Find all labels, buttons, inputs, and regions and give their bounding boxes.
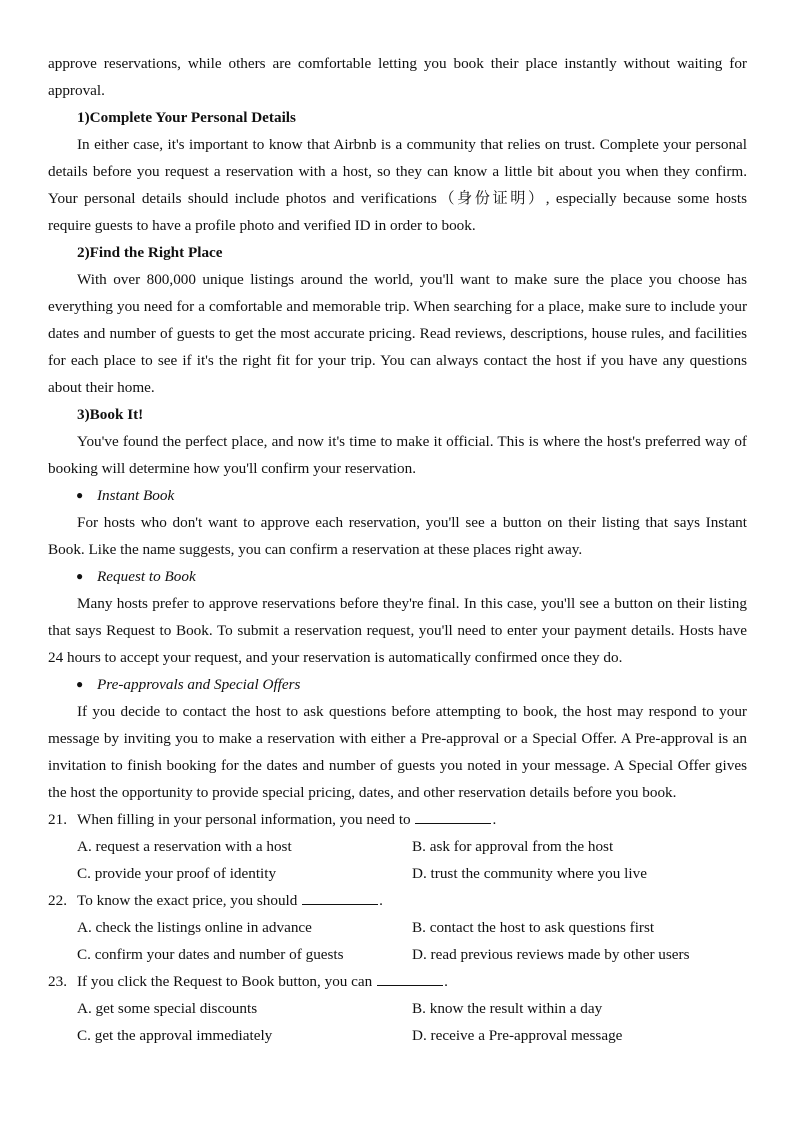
section-heading-book-it: 3)Book It! [77,406,144,423]
bullet-title: Pre-approvals and Special Offers [97,676,301,693]
bullet-paragraph: Many hosts prefer to approve reservations before they're final. In this case, you'll see a button on their listing that says Request to Book. To submit a reservation request, you'll need to enter your payment details. Hosts have 24 hours to accept your request, and your reservation is automatically confirmed once they do. [48,595,747,666]
bullet-title: Instant Book [97,487,175,504]
option-c: C. provide your proof of identity [77,865,277,882]
section-heading-personal-details: 1)Complete Your Personal Details [77,109,296,126]
bullet-title: Request to Book [97,568,196,585]
option-c: C. confirm your dates and number of guests [77,946,344,963]
bullet-pre-approvals [48,671,747,698]
bullet-paragraph: For hosts who don't want to approve each reservation, you'll see a button on their listing that says Instant Book. Like the name suggests, you can confirm a reservation at these places right away. [48,514,747,558]
question-end: . [444,973,448,990]
option-a: A. request a reservation with a host [77,838,292,855]
question-stem: When filling in your personal information, you need to [77,811,411,828]
document-page [48,50,747,1049]
question-number: 22. [48,892,67,909]
bullet-dot-icon: ● [76,488,84,502]
question-stem: To know the exact price, you should [77,892,298,909]
option-d: D. trust the community where you live [412,865,647,882]
option-d: D. read previous reviews made by other users [412,946,690,963]
option-b: B. know the result within a day [412,1000,603,1017]
option-d: D. receive a Pre-approval message [412,1027,623,1044]
option-a: A. check the listings online in advance [77,919,312,936]
question-23 [48,968,747,995]
question-end: . [492,811,497,828]
question-21-options [48,833,747,887]
question-number: 21. [48,811,67,828]
section-paragraph: With over 800,000 unique listings around the world, you'll want to make sure the place you choose has everything you need for a comfortable and memorable trip. When searching for a place, make sure to include your dates and number of guests to get the most accurate pricing. Read reviews, descriptions, house rules, and facilities for each place to see if it's the right fit for your trip. You can always contact the host if you have any questions about their home. [48,271,747,396]
answer-blank [302,890,378,905]
option-b: B. ask for approval from the host [412,838,614,855]
option-b: B. contact the host to ask questions first [412,919,655,936]
question-end: . [379,892,383,909]
intro-tail-paragraph: approve reservations, while others are comfortable letting you book their place instantly without waiting for approval. [48,55,747,99]
bullet-request-to-book [48,563,747,590]
option-a: A. get some special discounts [77,1000,258,1017]
question-22 [48,887,747,914]
answer-blank [415,809,491,824]
question-23-options [48,995,747,1049]
section-paragraph: In either case, it's important to know that Airbnb is a community that relies on trust. Complete your personal details before you request a reservation with a host, so they can know a little bit about you when they confirm. Your personal details should include photos and verifications（身份证明）, especially because some hosts require guests to have a profile photo and verified ID in order to book. [48,136,747,234]
bullet-dot-icon: ● [76,569,84,583]
bullet-paragraph: If you decide to contact the host to ask questions before attempting to book, the host may respond to your message by inviting you to make a reservation with either a Pre-approval or a Special Offer. A Pre-approval is an invitation to finish booking for the dates and number of guests you noted in your message. A Special Offer gives the host the opportunity to provide special pricing, dates, and other reservation details before you book. [48,703,747,801]
section-paragraph: You've found the perfect place, and now it's time to make it official. This is where the host's preferred way of booking will determine how you'll confirm your reservation. [48,433,747,477]
question-number: 23. [48,973,67,990]
option-c: C. get the approval immediately [77,1027,273,1044]
bullet-dot-icon: ● [76,677,84,691]
question-21 [48,806,747,833]
answer-blank [377,971,443,986]
question-22-options [48,914,747,968]
question-stem: If you click the Request to Book button, you can [77,973,373,990]
bullet-instant-book [48,482,747,509]
section-heading-right-place: 2)Find the Right Place [77,244,223,261]
